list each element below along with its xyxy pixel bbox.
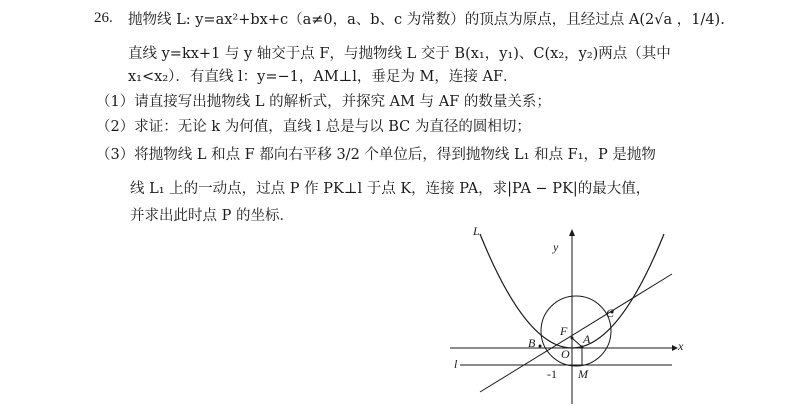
- line-kx-plus-1: [480, 274, 672, 392]
- label-y: y: [553, 240, 559, 254]
- label-O: O: [561, 347, 570, 361]
- circle-BC: [541, 296, 611, 366]
- point-F: [571, 337, 574, 340]
- label-B: B: [528, 336, 536, 350]
- geometry-figure: [440, 222, 690, 407]
- label-l: l: [454, 357, 458, 371]
- label-F: F: [560, 324, 568, 338]
- problem-line-3: x₁<x₂）．有直线 l：y=−1，AM⊥l，垂足为 M，连接 AF．: [128, 69, 518, 85]
- label-C: C: [606, 306, 615, 320]
- label-L: L: [473, 224, 480, 238]
- question-part-3-line-2: 线 L₁ 上的一动点，过点 P 作 PK⊥l 于点 K，连接 PA，求|PA − PK|的最大值，: [130, 181, 651, 197]
- y-axis-arrow-icon: [569, 229, 575, 236]
- problem-line-1: 抛物线 L: y=ax²+bx+c（a≠0，a、b、c 为常数）的顶点为原点，且经过点 A(2√a ，1/4).: [128, 12, 725, 28]
- label-x: x: [678, 339, 684, 353]
- question-part-3-line-1: （3）将抛物线 L 和点 F 都向右平移 3/2 个单位后，得到抛物线 L₁ 和点 F₁，P 是抛物: [96, 147, 656, 163]
- figure-drawing: [440, 222, 690, 407]
- label-A: A: [583, 332, 591, 346]
- point-B: [539, 345, 542, 348]
- problem-line-2: 直线 y=kx+1 与 y 轴交于点 F，与抛物线 L 交于 B(x₁，y₁)、C(x₂，y₂)两点（其中: [128, 46, 671, 62]
- label-M: M: [578, 367, 588, 381]
- label-neg1: -1: [547, 367, 557, 381]
- question-part-3-line-3: 并求出此时点 P 的坐标．: [130, 208, 294, 224]
- segment-AF: [572, 338, 582, 347]
- question-part-1: （1）请直接写出抛物线 L 的解析式，并探究 AM 与 AF 的数量关系；: [96, 94, 551, 110]
- question-part-2: （2）求证：无论 k 为何值，直线 l 总是与以 BC 为直径的圆相切；: [96, 119, 531, 135]
- problem-number: 26.: [94, 10, 113, 26]
